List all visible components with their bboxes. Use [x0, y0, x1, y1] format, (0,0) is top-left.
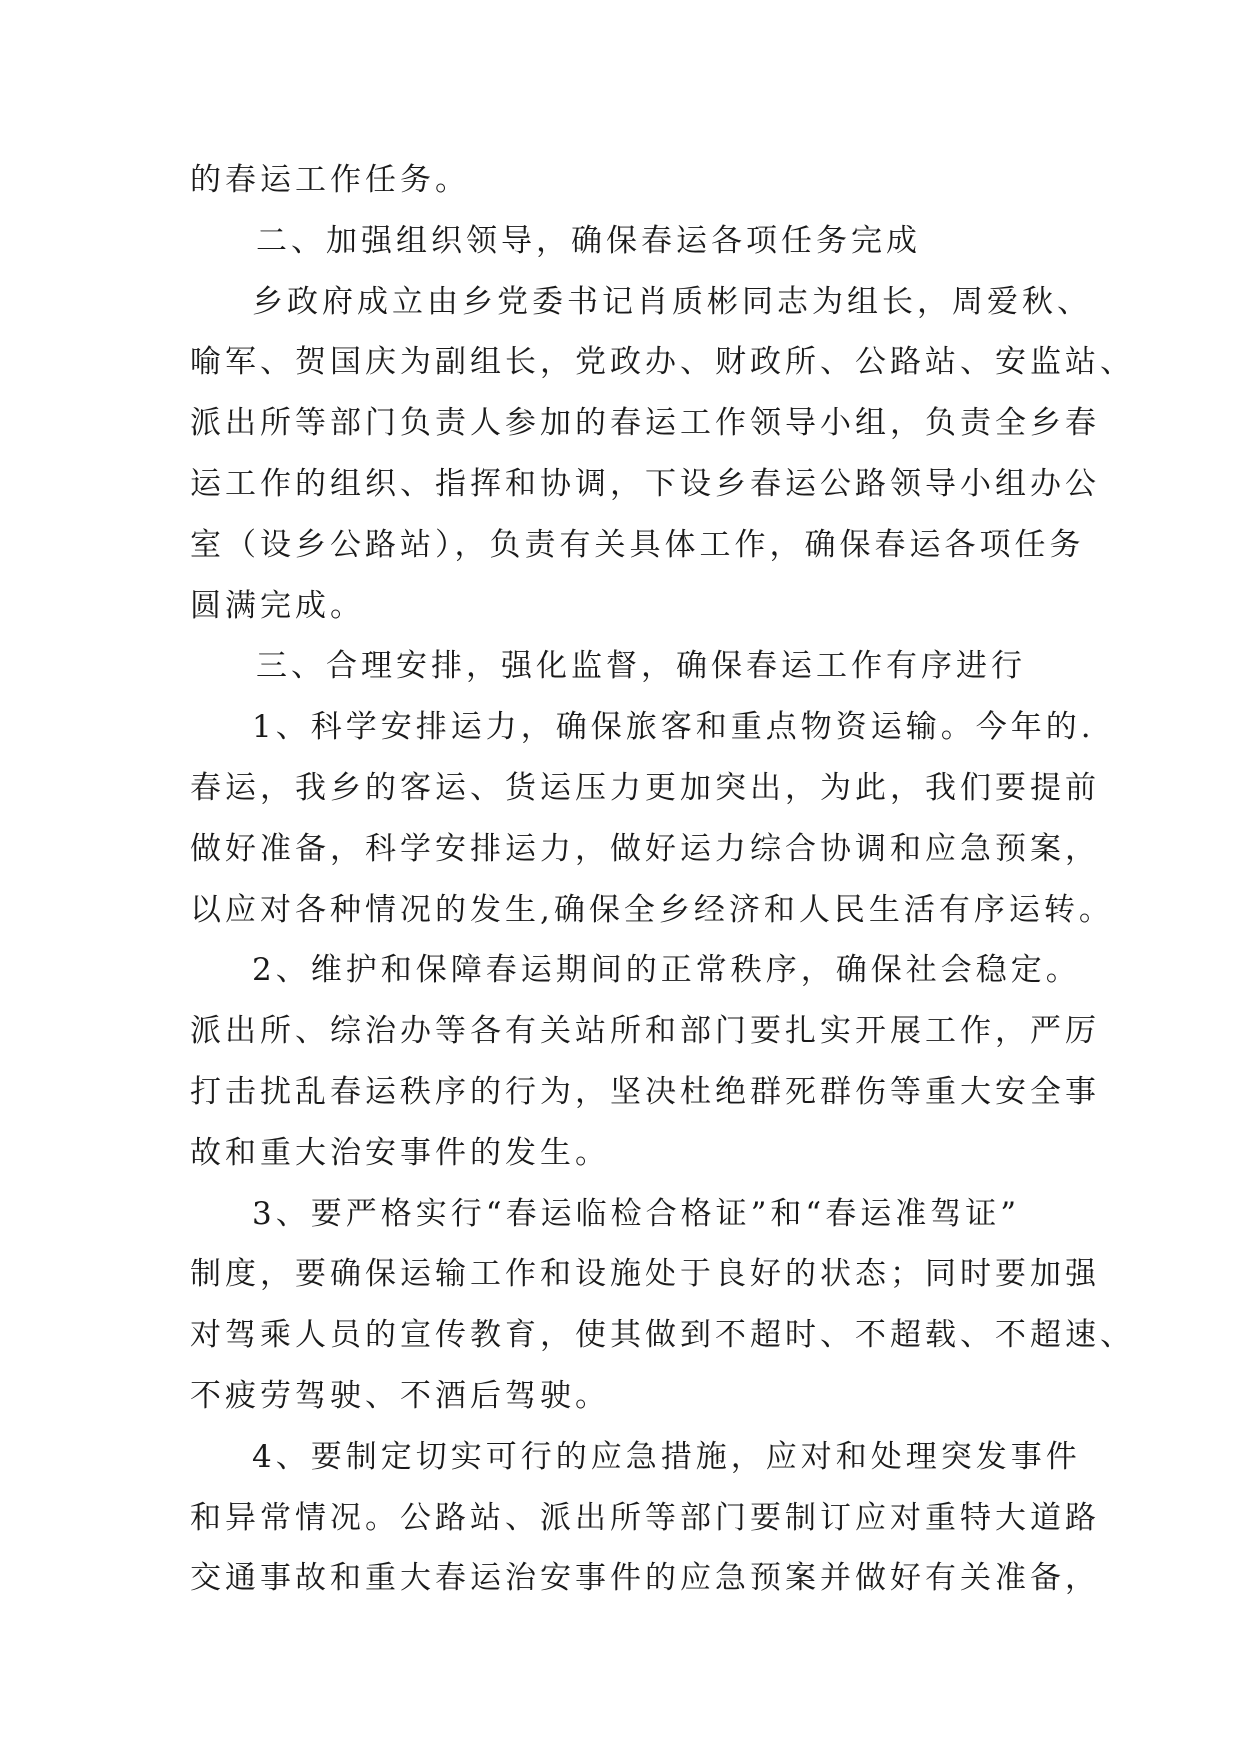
text-line: 乡政府成立由乡党委书记肖质彬同志为组长，周爱秋、 — [252, 283, 1092, 320]
text-line: 1、科学安排运力，确保旅客和重点物资运输。今年的. — [252, 709, 1095, 746]
text-line: 4、要制定切实可行的应急措施，应对和处理突发事件 — [252, 1438, 1081, 1475]
section-heading: 二、加强组织领导，确保春运各项任务完成 — [256, 222, 921, 259]
text-line: 春运，我乡的客运、货运压力更加突出，为此，我们要提前 — [190, 769, 1100, 806]
text-line: 以应对各种情况的发生,确保全乡经济和人民生活有序运转。 — [190, 891, 1114, 928]
text-line: 制度，要确保运输工作和设施处于良好的状态；同时要加强 — [190, 1256, 1100, 1293]
section-heading: 三、合理安排，强化监督，确保春运工作有序进行 — [256, 648, 1026, 685]
text-line: 交通事故和重大春运治安事件的应急预案并做好有关准备， — [190, 1560, 1100, 1597]
text-line: 派出所、综治办等各有关站所和部门要扎实开展工作，严厉 — [190, 1013, 1100, 1050]
text-line: 不疲劳驾驶、不酒后驾驶。 — [190, 1377, 610, 1414]
text-line: 圆满完成。 — [190, 587, 365, 624]
text-line: 做好准备，科学安排运力，做好运力综合协调和应急预案， — [190, 830, 1100, 867]
text-line: 和异常情况。公路站、派出所等部门要制订应对重特大道路 — [190, 1499, 1100, 1536]
text-line: 对驾乘人员的宣传教育，使其做到不超时、不超载、不超速、 — [190, 1317, 1135, 1354]
text-line: 3、要严格实行“春运临检合格证”和“春运准驾证” — [252, 1195, 1021, 1232]
text-line: 故和重大治安事件的发生。 — [190, 1134, 610, 1171]
text-line: 打击扰乱春运秩序的行为，坚决杜绝群死群伤等重大安全事 — [190, 1073, 1100, 1110]
document-body — [190, 150, 1135, 1609]
text-line: 派出所等部门负责人参加的春运工作领导小组，负责全乡春 — [190, 405, 1100, 442]
text-line: 2、维护和保障春运期间的正常秩序，确保社会稳定。 — [252, 952, 1081, 989]
text-line: 运工作的组织、指挥和协调，下设乡春运公路领导小组办公 — [190, 465, 1100, 502]
text-line: 的春运工作任务。 — [190, 162, 470, 198]
text-line: 室（设乡公路站），负责有关具体工作，确保春运各项任务 — [190, 526, 1085, 563]
text-line: 喻军、贺国庆为副组长，党政办、财政所、公路站、安监站、 — [190, 344, 1135, 381]
